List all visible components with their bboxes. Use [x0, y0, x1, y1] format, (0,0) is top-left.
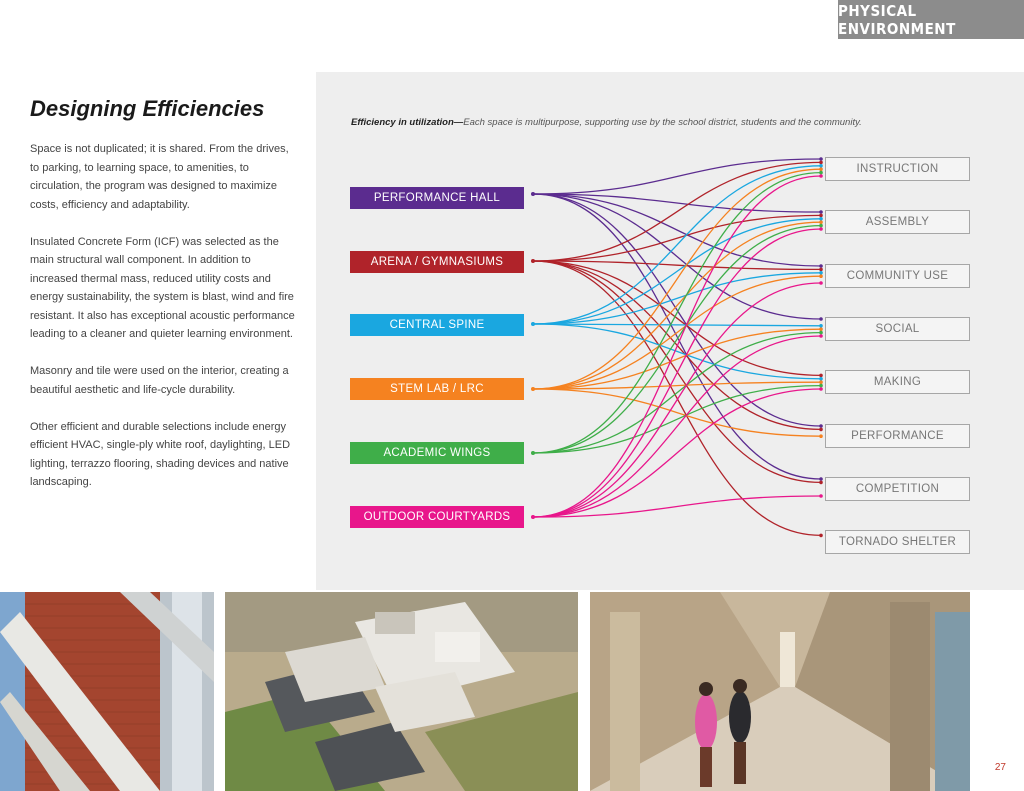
page-title: Designing Efficiencies — [30, 96, 265, 121]
section-tab-label: PHYSICAL ENVIRONMENT — [838, 1, 956, 38]
link-end-dot — [819, 264, 823, 268]
link-end-dot — [819, 380, 823, 384]
link-end-dot — [819, 477, 823, 481]
link-end-dot — [819, 224, 823, 228]
source-label: PERFORMANCE HALL — [373, 192, 501, 204]
link-end-dot — [819, 384, 823, 388]
link-end-dot — [819, 268, 823, 272]
paragraph: Insulated Concrete Form (ICF) was selected as the main structural wall component. In addition to increased thermal mass, reduced utility costs and energy sustainability, the system is blast, wind and fire resistant. It also has exceptional acoustic performance leading to a cleaner and quieter learning environment. — [30, 235, 295, 340]
link-end-dot — [819, 428, 823, 432]
link-end-dot — [819, 481, 823, 485]
source-box-arena-gymnasiums — [350, 251, 524, 273]
target-label: ASSEMBLY — [865, 216, 930, 228]
paragraph: Other efficient and durable selections include energy efficient HVAC, single-ply white roof, daylighting, LED lighting, terrazzo flooring, shading devices and native landscaping. — [30, 420, 291, 488]
link-end-dot — [819, 331, 823, 335]
link-end-dot — [819, 174, 823, 178]
target-label: COMMUNITY USE — [846, 270, 949, 282]
brick-facade-photo — [0, 592, 214, 791]
link-line — [533, 389, 821, 517]
link-end-dot — [819, 271, 823, 275]
hallway-photo — [590, 592, 970, 791]
link-end-dot — [819, 281, 823, 285]
link-line — [533, 389, 821, 436]
source-box-stem-lab-lrc — [350, 378, 524, 400]
link-start-dot — [531, 451, 535, 455]
link-end-dot — [819, 167, 823, 171]
link-end-dot — [819, 157, 823, 161]
diagram-subtitle-text: Each space is multipurpose, supporting use by the school district, students and the community. — [463, 117, 862, 128]
link-end-dot — [819, 171, 823, 175]
link-end-dot — [819, 327, 823, 331]
paragraph: Masonry and tile were used on the interior, creating a beautiful aesthetic and life-cycle durability. — [30, 365, 289, 396]
link-end-dot — [819, 227, 823, 231]
source-box-outdoor-courtyards — [350, 506, 524, 528]
source-label: STEM LAB / LRC — [390, 383, 484, 395]
source-box-performance-hall — [350, 187, 524, 209]
link-line — [533, 336, 821, 517]
link-end-dot — [819, 317, 823, 321]
target-label: SOCIAL — [875, 323, 920, 335]
link-line — [533, 166, 821, 324]
link-end-dot — [819, 424, 823, 428]
link-start-dot — [531, 387, 535, 391]
link-end-dot — [819, 434, 823, 438]
source-box-academic-wings — [350, 442, 524, 464]
link-end-dot — [819, 334, 823, 338]
target-box-instruction — [825, 157, 970, 181]
target-box-tornado-shelter — [825, 530, 970, 554]
aerial-campus-photo — [225, 592, 578, 791]
link-end-dot — [819, 214, 823, 218]
target-box-competition — [825, 477, 970, 501]
target-label: MAKING — [873, 376, 922, 388]
target-box-assembly — [825, 210, 970, 234]
link-end-dot — [819, 387, 823, 391]
target-label: COMPETITION — [855, 483, 940, 495]
link-line — [533, 173, 821, 453]
link-start-dot — [531, 515, 535, 519]
link-start-dot — [531, 192, 535, 196]
source-label: ARENA / GYMNASIUMS — [370, 256, 504, 268]
paragraph: Space is not duplicated; it is shared. From the drives, to parking, to learning space, to amenities, to circulation, the program was designed to maximize costs, efficiency and adaptability. — [30, 143, 289, 211]
link-end-dot — [819, 217, 823, 221]
link-line — [533, 176, 821, 517]
link-end-dot — [819, 161, 823, 165]
link-end-dot — [819, 274, 823, 278]
target-label: PERFORMANCE — [851, 430, 944, 442]
link-line — [533, 194, 821, 319]
target-box-performance — [825, 424, 970, 448]
link-start-dot — [531, 259, 535, 263]
target-box-making — [825, 370, 970, 394]
source-label: OUTDOOR COURTYARDS — [363, 511, 511, 523]
link-end-dot — [819, 220, 823, 224]
source-box-central-spine — [350, 314, 524, 336]
target-label: TORNADO SHELTER — [838, 536, 957, 548]
target-label: INSTRUCTION — [856, 163, 939, 175]
link-end-dot — [819, 374, 823, 378]
link-line — [533, 222, 821, 389]
source-label: CENTRAL SPINE — [389, 319, 485, 331]
link-start-dot — [531, 322, 535, 326]
link-end-dot — [819, 324, 823, 328]
link-end-dot — [819, 377, 823, 381]
source-label: ACADEMIC WINGS — [383, 447, 491, 459]
page-number: 27 — [994, 762, 1006, 773]
diagram-subtitle-bold: Efficiency in utilization— — [351, 117, 464, 128]
link-end-dot — [819, 534, 823, 538]
link-line — [533, 261, 821, 535]
link-end-dot — [819, 210, 823, 214]
link-end-dot — [819, 164, 823, 168]
link-end-dot — [819, 494, 823, 498]
target-box-social — [825, 317, 970, 341]
target-box-community-use — [825, 264, 970, 288]
